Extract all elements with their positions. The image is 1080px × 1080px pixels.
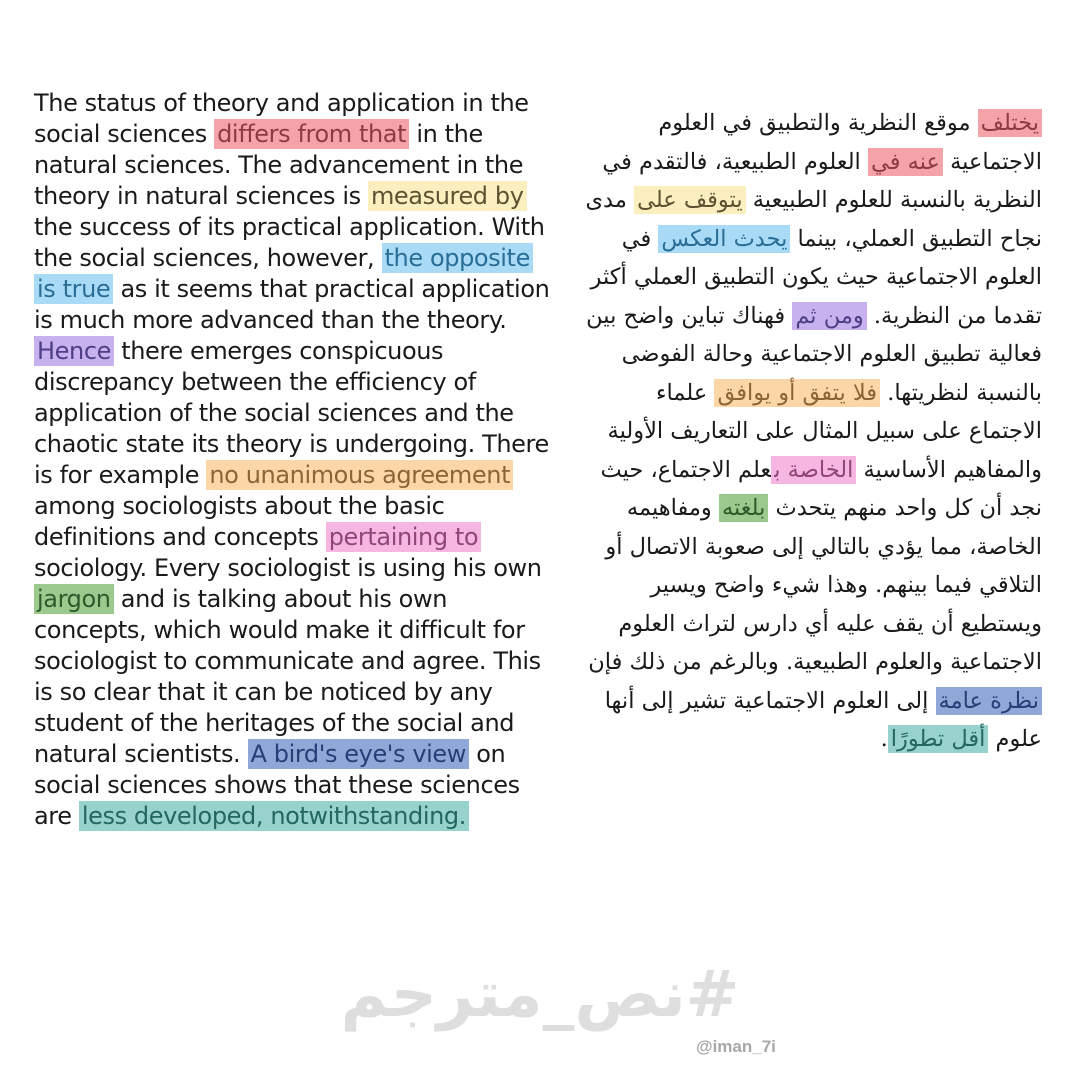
arabic-highlight-anhu-fi: عنه في — [868, 148, 943, 176]
english-segment: on social sciences shows that these sciences are — [34, 740, 520, 830]
arabic-segment: موقع النظرية والتطبيق في العلوم الاجتماعية — [658, 110, 1042, 175]
arabic-highlight-fala-yattafiq: فلا يتفق أو يوافق — [714, 379, 880, 407]
english-segment: there emerges conspicuous discrepancy between the efficiency of application of the social sciences and the chaotic state its theory is undergoing. There is for example — [34, 337, 549, 489]
english-segment: the success of its practical application. With the social sciences, however, — [34, 213, 545, 272]
arabic-highlight-bilughatihi: بلغته — [719, 494, 768, 522]
highlight-differs-from-that: differs from that — [214, 119, 409, 149]
highlight-jargon: jargon — [34, 584, 114, 614]
arabic-segment: مدى نجاح التطبيق العملي، بينما — [585, 187, 1042, 252]
arabic-highlight-alkhassa: الخاصة ب — [771, 456, 856, 484]
english-segment: in the natural sciences. The advancement in the theory in natural sciences is — [34, 120, 524, 210]
english-segment: sociology. Every sociologist is using his own — [34, 554, 542, 582]
arabic-segment: فهناك تباين واضح بين فعالية تطبيق العلوم الاجتماعية وحالة الفوضى بالنسبة لنظريتها. — [586, 302, 1042, 406]
arabic-highlight-yakhtalif: يختلف — [978, 109, 1042, 137]
arabic-segment: ومفاهيمه الخاصة، مما يؤدي بالتالي إلى صعوبة الاتصال أو التلاقي فيما بينهم. وهذا شيء واضح ويسير ويستطيع أن يقف عليه أي دارس لتراث العلوم الاجتماعية والعلوم الطبيعية. وبالرغم من ذلك فإن — [588, 495, 1042, 675]
english-segment: and is talking about his own concepts, which would make it difficult for sociologist to communicate and agree. This is so clear that it can be noticed by any student of the heritages of the social and natural scientists. — [34, 585, 541, 768]
arabic-segment: العلوم الطبيعية، فالتقدم في النظرية بالنسبة للعلوم الطبيعية — [602, 148, 1042, 213]
arabic-text — [582, 104, 1042, 759]
highlight-pertaining-to: pertaining to — [326, 522, 482, 552]
arabic-segment: علم الاجتماع، حيث نجد أن كل واحد منهم يتحدث — [600, 456, 1042, 521]
arabic-segment: . — [880, 726, 888, 752]
highlight-hence: Hence — [34, 336, 114, 366]
english-text — [34, 88, 554, 832]
author-handle: @iman_7i — [696, 1037, 776, 1056]
hashtag-watermark: #نص_مترجم — [340, 958, 740, 1032]
english-segment: among sociologists about the basic definitions and concepts — [34, 492, 445, 551]
highlight-the-opposite-is-true: the opposite is true — [34, 243, 533, 304]
english-segment: as it seems that practical application is much more advanced than the theory. — [34, 275, 550, 334]
arabic-highlight-nazra-amma: نظرة عامة — [936, 687, 1042, 715]
highlight-measured-by: measured by — [368, 181, 527, 211]
arabic-highlight-yahduth-alaks: يحدث العكس — [658, 225, 790, 253]
arabic-highlight-wa-min-thamma: ومن ثم — [792, 302, 866, 330]
arabic-highlight-aqal-tatawwuran: أقل تطورًا — [888, 725, 989, 753]
arabic-highlight-yatawaqqaf-ala: يتوقف على — [634, 186, 746, 214]
arabic-segment: إلى العلوم الاجتماعية تشير إلى أنها علوم — [604, 687, 1042, 752]
highlight-less-developed: less developed, notwithstanding. — [79, 801, 469, 831]
arabic-segment: في العلوم الاجتماعية حيث يكون التطبيق العملي أكثر تقدما من النظرية. — [590, 225, 1042, 329]
highlight-birds-eye-view: A bird's eye's view — [248, 739, 470, 769]
highlight-no-unanimous-agreement: no unanimous agreement — [206, 460, 513, 490]
english-segment: The status of theory and application in the social sciences — [34, 89, 529, 148]
arabic-segment: علماء الاجتماع على سبيل المثال على التعاريف الأولية والمفاهيم الأساسية — [607, 379, 1042, 483]
